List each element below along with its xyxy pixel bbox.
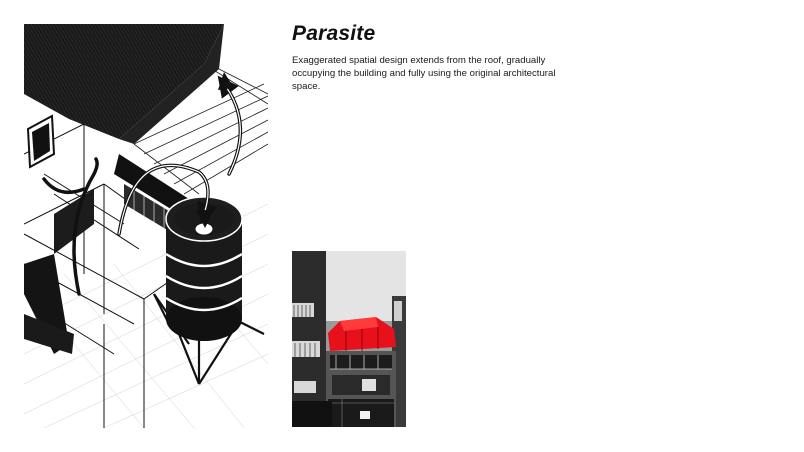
axonometric-drawing bbox=[24, 24, 268, 428]
left-building bbox=[292, 251, 326, 427]
building-photo bbox=[292, 251, 406, 427]
page-description: Exaggerated spatial design extends from the roof, gradually occupying the building and fully using the original architectural space. bbox=[292, 55, 556, 93]
page-title: Parasite bbox=[292, 22, 376, 45]
building-photo-svg bbox=[292, 251, 406, 427]
axonometric-drawing-svg bbox=[24, 24, 268, 428]
